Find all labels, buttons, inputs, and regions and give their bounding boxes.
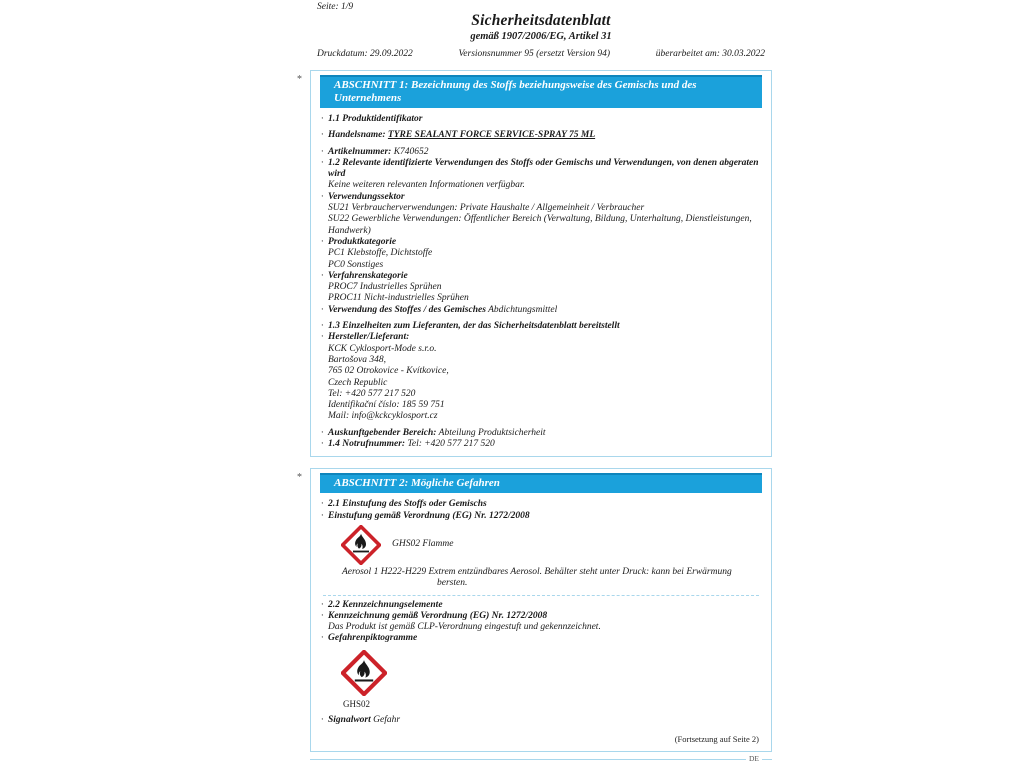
section-2-box [297,468,772,752]
change-marker: * [297,472,302,484]
ghs02-pictogram [341,650,387,696]
entry-line [321,499,759,510]
change-marker: * [297,74,302,85]
entry-label: 1.1 Produktidentifikator [328,114,423,124]
text-line: Das Produkt ist gemäß CLP-Verordnung eingestuft und gekennzeichnet. [328,622,601,633]
sections-container [297,70,772,752]
text-line: PROC7 Industrielles Sprühen [328,282,442,293]
entry-line [321,332,759,343]
entry-line [321,427,759,439]
flame-baseline [355,679,373,681]
text-line: Identifikační číslo: 185 59 751 [328,400,445,411]
entry-line [321,715,759,726]
entry-line [321,633,759,644]
section-1-content [319,114,763,450]
bullet-dot: · [321,510,324,521]
section-2-content [319,499,763,745]
text-line: KCK Cyklosport-Mode s.r.o. [328,343,437,354]
ghs-pictogram-block [341,650,393,711]
entry-line [321,236,759,248]
bullet-dot: · [321,321,324,332]
ghs02-pictogram [341,525,381,565]
bullet-dot: · [321,191,324,202]
entry-line [321,304,759,316]
bullet-dot: · [321,236,324,247]
entry-value: K740652 [391,146,429,157]
print-date: Druckdatum: 29.09.2022 [317,49,413,59]
entry-line [321,114,759,125]
text-line: Mail: info@kckcyklosport.cz [328,411,438,422]
entry-label: Verfahrenskategorie [328,270,408,281]
bullet-dot: · [321,499,324,510]
ghs-caption: GHS02 Flamme [392,539,454,550]
language-code: DE [749,753,759,763]
bullet-dot: · [321,715,324,726]
document-meta-row [317,49,765,59]
entry-line [321,157,759,181]
entry-line [321,321,759,332]
flame-baseline [353,551,369,553]
entry-label: 1.4 Notrufnummer: [328,439,406,450]
entry-label: Hersteller/Lieferant: [328,332,410,343]
bullet-dot: · [321,439,324,450]
footer-rule [310,759,746,760]
ghs-code-label: GHS02 [343,698,371,709]
entry-label: Kennzeichnung gemäß Verordnung (EG) Nr. 1272/2008 [328,610,548,621]
entry-line [321,146,759,158]
page-number: Seite: 1/9 [317,2,354,12]
entry-label: Gefahrenpiktogramme [328,633,418,644]
ghs-pictogram-row [341,525,759,565]
text-line: PC0 Sonstiges [328,259,384,270]
document-title: Sicherheitsdatenblatt [471,12,611,29]
hazard-line-2: bersten. [437,578,468,589]
entry-label: Signalwort [328,715,371,726]
text-line: SU21 Verbraucherverwendungen: Private Haushalte / Allgemeinheit / Verbraucher [328,203,645,214]
entry-label: 2.1 Einstufung des Stoffs oder Gemischs [328,499,487,510]
text-line: PC1 Klebstoffe, Dichtstoffe [328,248,433,259]
bullet-dot: · [321,304,324,315]
entry-value: Abdichtungsmittel [485,304,558,315]
entry-line [321,191,759,203]
bullet-dot: · [321,114,324,124]
text-line: SU22 Gewerbliche Verwendungen: Öffentlicher Bereich (Verwaltung, Bildung, Unterhaltung, Dienstleistungen, Handwerk) [328,214,752,236]
bullet-dot: · [321,130,324,141]
footer-rule-end [762,759,772,760]
bullet-dot: · [321,633,324,644]
bullet-dot: · [321,146,324,157]
entry-label: Einstufung gemäß Verordnung (EG) Nr. 1272/2008 [328,510,530,521]
bullet-dot: · [321,270,324,281]
bullet-dot: · [321,427,324,438]
product-name: TYRE SEALANT FORCE SERVICE-SPRAY 75 ML [387,130,596,141]
bullet-dot: · [321,332,324,343]
entry-label: 1.2 Relevante identifizierte Verwendungen des Stoffs oder Gemischs und Verwendungen, von denen abgeraten wird [328,157,759,180]
text-line: PROC11 Nicht-industrielles Sprühen [328,293,469,304]
text-line: Keine weiteren relevanten Informationen verfügbar. [328,180,525,191]
entry-value: Gefahr [370,715,401,726]
text-line: Czech Republic [328,377,388,388]
text-line: Tel: +420 577 217 520 [328,388,416,399]
hazard-statement [328,567,759,590]
entry-value: Tel: +420 577 217 520 [405,439,495,450]
entry-line [321,270,759,282]
entry-label: Artikelnummer: [328,146,392,157]
revision-date: überarbeitet am: 30.03.2022 [655,49,765,59]
language-footer [310,755,772,764]
section-2-title: ABSCHNITT 2: Mögliche Gefahren [320,473,762,493]
text-line: 765 02 Otrokovice - Kvítkovice, [328,366,449,377]
entry-value: Abteilung Produktsicherheit [436,427,546,438]
text-line: Bartošova 348, [328,354,387,365]
dashed-divider [323,595,759,596]
entry-label: Handelsname: [328,130,388,141]
document-subtitle: gemäß 1907/2006/EG, Artikel 31 [470,31,612,42]
entry-label: Verwendungssektor [328,191,405,202]
section-1-title: ABSCHNITT 1: Bezeichnung des Stoffs beziehungsweise des Gemischs und des Unternehmens [320,75,762,108]
bullet-dot: · [321,157,324,168]
entry-label: 1.3 Einzelheiten zum Lieferanten, der das Sicherheitsdatenblatt bereitstellt [328,321,620,332]
continuation-note: (Fortsetzung auf Seite 2) [674,733,759,744]
entry-label: Produktkategorie [328,236,397,247]
entry-label: Verwendung des Stoffes / des Gemisches [328,304,486,315]
entry-line [321,510,759,522]
entry-line [321,610,759,622]
bullet-dot: · [321,610,324,621]
bullet-dot: · [321,599,324,610]
entry-line [321,439,759,450]
entry-label: 2.2 Kennzeichnungselemente [328,599,443,610]
hazard-line-1: Aerosol 1 H222-H229 Extrem entzündbares Aerosol. Behälter steht unter Druck: kann bei Erwärmung [342,566,732,577]
entry-line [321,599,759,611]
version-info: Versionsnummer 95 (ersetzt Version 94) [458,49,610,59]
entry-line [321,130,759,141]
entry-label: Auskunftgebender Bereich: [328,427,437,438]
document-body [297,0,772,764]
section-1-box [297,70,772,457]
